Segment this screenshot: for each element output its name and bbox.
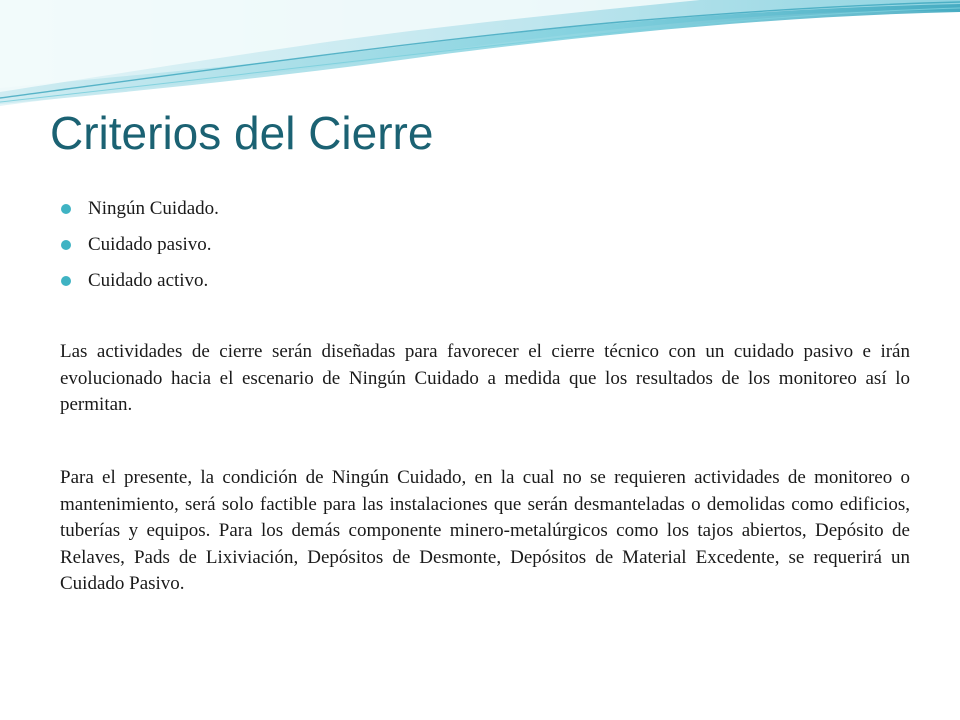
decorative-wave-header <box>0 0 960 110</box>
bullet-text: Cuidado activo. <box>88 270 209 291</box>
bullet-list <box>60 197 219 305</box>
bullet-item-ningun-cuidado <box>60 197 219 221</box>
paragraph-closure-activities: Las actividades de cierre serán diseñadas para favorecer el cierre técnico con un cuidado pasivo e irán evolucionado hacia el escenario de Ningún Cuidado a medida que los resultados de los monitoreo así lo permitan. <box>60 341 910 415</box>
bullet-item-cuidado-pasivo <box>60 233 219 257</box>
bullet-dot-icon <box>61 240 71 250</box>
bullet-dot-icon <box>61 204 71 214</box>
bullet-text: Cuidado pasivo. <box>88 234 212 255</box>
bullet-text: Ningún Cuidado. <box>88 198 219 219</box>
slide-title: Criterios del Cierre <box>50 107 434 159</box>
paragraph-no-care-condition: Para el presente, la condición de Ningún Cuidado, en la cual no se requieren actividades de monitoreo o mantenimiento, será solo factible para las instalaciones que serán desmanteladas o demolidas como edificios, tuberías y equipos. Para los demás componente minero-metalúrgicos como los tajos abiertos, Depósito de Relaves, Pads de Lixiviación, Depósitos de Desmonte, Depósitos de Material Excedente, se requerirá un Cuidado Pasivo. <box>60 467 910 594</box>
bullet-dot-icon <box>61 276 71 286</box>
bullet-item-cuidado-activo <box>60 269 219 293</box>
